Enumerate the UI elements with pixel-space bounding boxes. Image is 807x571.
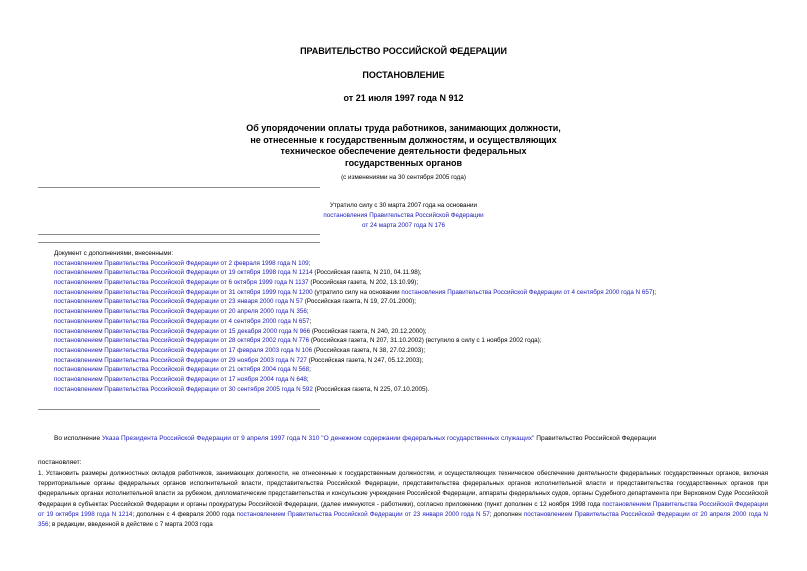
amendment-link[interactable]: постановлением Правительства Российской Федерации от 17 ноября 2004 года N 648	[54, 375, 307, 383]
amendment-note: (Российская газета, N 247, 05.12.2003);	[306, 356, 424, 364]
amendment-item	[54, 268, 794, 278]
document-date-number: от 21 июля 1997 года N 912	[343, 93, 464, 103]
amendment-link[interactable]: постановлением Правительства Российской Федерации от 21 октября 2004 года N 568	[54, 366, 310, 374]
amendment-note: (Российская газета, N 240, 20.12.2000);	[310, 327, 427, 335]
amendment-item	[54, 336, 794, 346]
amendment-link[interactable]: постановлением Правительства Российской Федерации от 2 февраля 1998 года N 109	[54, 259, 309, 267]
divider	[38, 187, 320, 188]
amendment-link[interactable]: постановлением Правительства Российской Федерации от 19 октября 1998 года N 1214	[54, 269, 313, 277]
amendment-link[interactable]: постановления Правительства Российской Федерации от 4 сентября 2000 года N 657	[401, 288, 653, 296]
paragraph-1	[38, 469, 768, 530]
amendment-link[interactable]: постановлением Правительства Российской Федерации от 4 сентября 2000 года N 657	[54, 317, 310, 325]
amendment-link[interactable]: постановлением Правительства Российской Федерации от 15 декабря 2000 года N 966	[54, 327, 311, 335]
amendment-link[interactable]: постановлением Правительства Российской Федерации от 30 сентября 2005 года N 592	[54, 385, 313, 393]
amendment-item	[54, 307, 794, 317]
title-line: техническое обеспечение деятельности федеральных	[280, 146, 527, 156]
decrees-word: постановляет:	[38, 459, 82, 466]
amendments-list	[54, 249, 794, 394]
amendment-link[interactable]: постановлением Правительства Российской Федерации от 23 января 2000 года N 57	[54, 298, 304, 306]
amendment-link[interactable]: постановлением Правительства Российской Федерации от 6 октября 1999 года N 1137	[54, 279, 309, 287]
preamble	[54, 435, 656, 442]
amendment-link[interactable]: постановлением Правительства Российской Федерации от 29 ноября 2003 года N 727	[54, 356, 307, 364]
amendment-item	[54, 327, 794, 337]
paragraph-text: 1. Установить размеры должностных окладов работников, занимающих должности, не отнесенные к государственным должностям, и осуществляющих техническое обеспечение деятельности федеральных государственных органов, включая территориальные органы федеральных органов исполнительной власти, представительства Российской Федерации, представительства федеральных органов исполнительной власти и представительства государственных органов при федеральных органах исполнительной власти за рубежом, дипломатические представительства и консульские учреждения Российской Федерации, аппараты федеральных судов, органы Судебного департамента при Верховном Суде Российской Федерации в субъектах Российской Федерации и органы прокуратуры Российской Федерации, (далее именуются - работники), согласно приложению (пункт дополнен с 12 ноября 1998 года	[38, 470, 768, 508]
title-line: Об упорядочении оплаты труда работников, занимающих должности,	[246, 123, 561, 133]
paragraph-text: ; в редакции, введенной в действие с 7 марта 2003 года	[48, 521, 213, 529]
amendment-link[interactable]: постановлением Правительства Российской Федерации от 20 апреля 2000 года N 356	[54, 308, 307, 316]
amendment-note: (Российская газета, N 207, 31.10.2002) (вступило в силу с 1 ноября 2002 года);	[309, 337, 542, 345]
preamble-text: Во исполнение	[54, 435, 102, 442]
amendment-note: ;	[308, 259, 311, 267]
amendment-link[interactable]: постановлением Правительства Российской Федерации от 17 февраля 2003 года N 106	[54, 346, 313, 354]
amendment-note: ;	[306, 375, 309, 383]
amendment-item	[54, 317, 794, 327]
amendment-link[interactable]: постановлением Правительства Российской Федерации от 28 октября 2002 года N 776	[54, 337, 310, 345]
paragraph-text: ; дополнен	[489, 510, 524, 518]
amendment-item	[54, 365, 794, 375]
amendment-item	[54, 288, 794, 298]
title-line: не отнесенные к государственным должностям, и осуществляющих	[250, 134, 557, 145]
amendments-intro: Документ с дополнениями, внесенными:	[54, 250, 173, 257]
amendment-note: (утратило силу на основании	[312, 288, 402, 296]
changes-note: (с изменениями на 30 сентября 2005 года)	[341, 174, 466, 181]
expired-link-resolution[interactable]: постановления Правительства Российской Федерации	[323, 212, 484, 219]
government-heading: ПРАВИТЕЛЬСТВО РОССИЙСКОЙ ФЕДЕРАЦИИ	[300, 46, 507, 56]
presidential-decree-link[interactable]: Указа Президента Российской Федерации от 9 апреля 1997 года N 310 "О денежном содержании федеральных государственных служащих"	[101, 435, 535, 442]
expired-link-date[interactable]: от 24 марта 2007 года N 176	[361, 222, 446, 229]
amendment-note: (Российская газета, N 225, 07.10.2005).	[312, 385, 430, 393]
amendment-item	[54, 385, 794, 395]
paragraph-link[interactable]: постановлением Правительства Российской Федерации от 23 января 2000 года N 57	[236, 510, 490, 518]
paragraph-link[interactable]: постановлением Правительства Российской Федерации от 19 октября 1998 года N 1214	[38, 500, 768, 518]
divider	[38, 242, 320, 243]
document-type: ПОСТАНОВЛЕНИЕ	[362, 70, 445, 80]
paragraph-link[interactable]: постановлением Правительства Российской Федерации от 20 апреля 2000 года N 356	[38, 510, 768, 529]
paragraph-text: ; дополнен с 4 февраля 2000 года	[132, 510, 237, 518]
amendment-item	[54, 278, 794, 288]
amendment-item	[54, 297, 794, 307]
title-line: государственных органов	[344, 157, 463, 168]
amendment-item	[54, 356, 794, 366]
amendment-note: (Российская газета, N 202, 13.10.99);	[308, 279, 419, 287]
divider	[38, 409, 320, 410]
amendment-item	[54, 259, 794, 269]
amendment-item	[54, 375, 794, 385]
amendment-item	[54, 346, 794, 356]
amendment-note: ;	[309, 317, 312, 325]
preamble-text: Правительство Российской Федерации	[534, 435, 657, 442]
amendment-link[interactable]: постановлением Правительства Российской Федерации от 31 октября 1999 года N 1200	[54, 288, 313, 296]
amendment-note: (Российская газета, N 38, 27.02.2003);	[312, 346, 426, 354]
amendment-note: (Российская газета, N 210, 04.11.98);	[312, 269, 422, 277]
document-title	[0, 123, 807, 169]
amendment-note: ;	[306, 308, 309, 316]
amendment-note: );	[652, 288, 657, 296]
divider	[38, 234, 320, 235]
amendment-note: (Российская газета, N 19, 27.01.2000);	[303, 298, 417, 306]
amendment-note: ;	[309, 366, 311, 374]
expired-text: Утратило силу с 30 марта 2007 года на основании	[329, 202, 478, 209]
expired-notice	[0, 201, 807, 231]
